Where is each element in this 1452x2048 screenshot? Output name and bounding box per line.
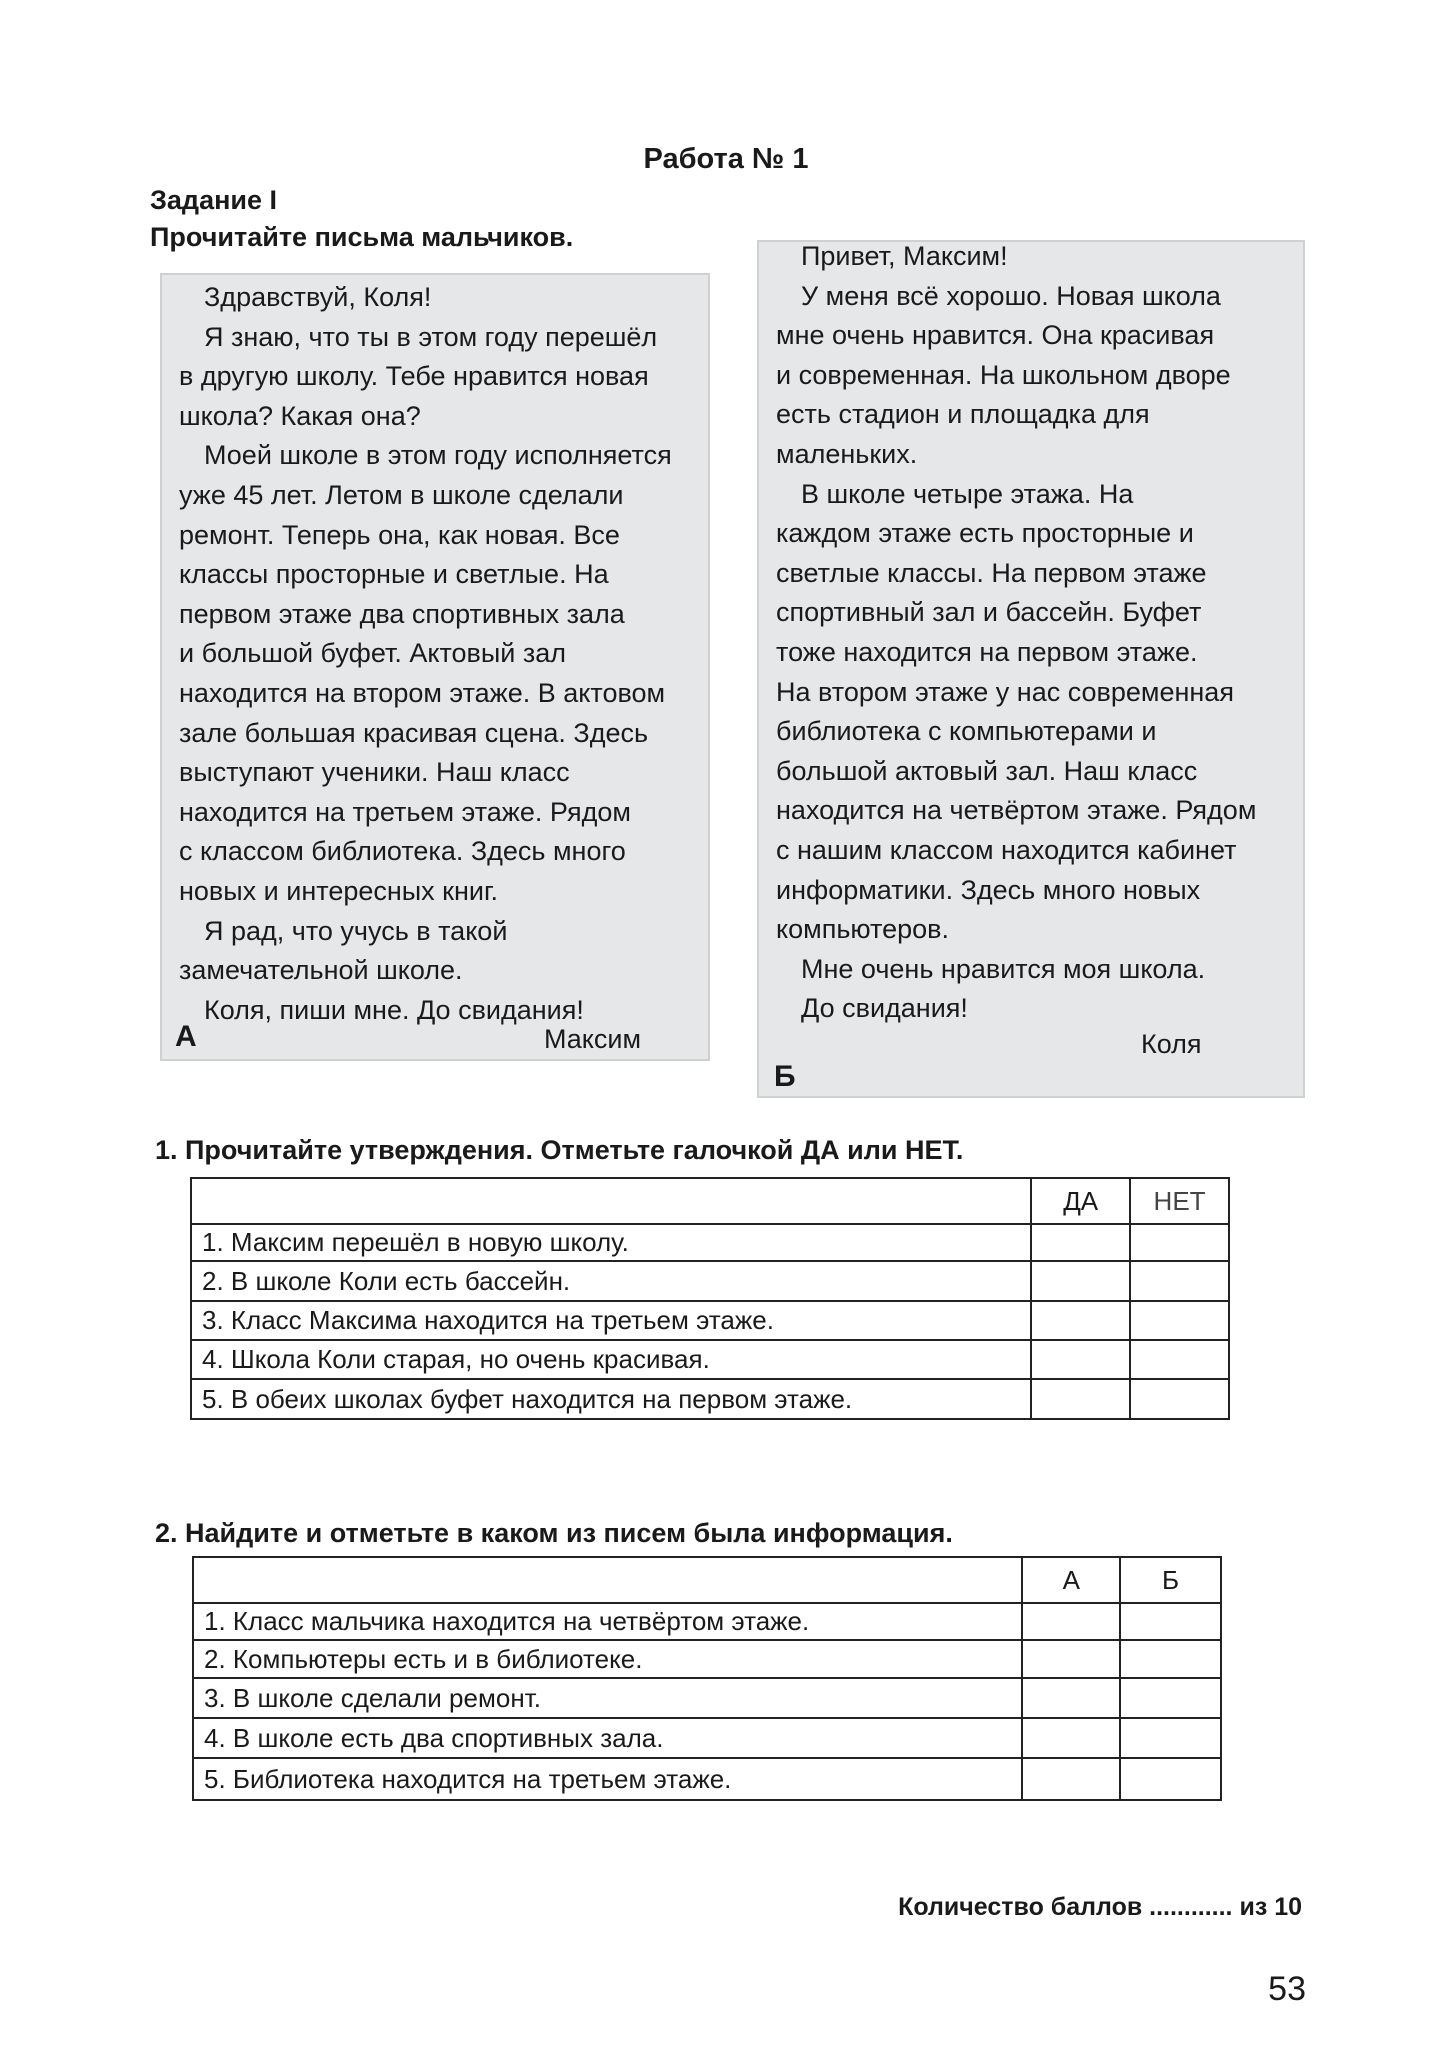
statement-text: 2. Компьютеры есть и в библиотеке. [193,1640,1022,1678]
table-row [191,1379,1229,1419]
letter-line: и большой буфет. Актовый зал [179,638,567,669]
table-header-blank [193,1557,1022,1603]
statement-text: 4. Школа Коли старая, но очень красивая. [191,1340,1031,1379]
answer-cell-a[interactable] [1022,1678,1120,1718]
score-label: Количество баллов ............ из 10 [898,1893,1302,1921]
task-label: Задание I [150,185,278,215]
letter-line: В школе четыре этажа. На [801,478,1134,509]
table-header-blank [191,1178,1031,1224]
letter-line: Я знаю, что ты в этом году перешёл [204,321,658,352]
answer-cell-yes[interactable] [1031,1224,1130,1261]
letter-line: с нашим классом находится кабинет [776,835,1237,865]
letter-line: Здравствуй, Коля! [204,282,432,312]
answer-cell-a[interactable] [1022,1758,1120,1800]
statement-text: 4. В школе есть два спортивных зала. [193,1718,1022,1758]
letter-line: классы просторные и светлые. На [179,559,609,590]
question-2-heading: 2. Найдите и отметьте в каком из писем была информация. [155,1518,953,1548]
letter-line: школа? Какая она? [179,400,421,431]
answer-cell-no[interactable] [1130,1379,1229,1419]
letter-a-box [160,273,710,1061]
letter-line: новых и интересных книг. [179,876,499,906]
answer-cell-yes[interactable] [1031,1379,1130,1419]
answer-cell-b[interactable] [1120,1603,1221,1640]
letter-line: замечательной школе. [179,955,463,986]
table-row [191,1261,1229,1301]
answer-cell-no[interactable] [1130,1301,1229,1340]
letter-line: Мне очень нравится моя школа. [801,953,1206,984]
answer-cell-a[interactable] [1022,1718,1120,1758]
letter-line: мне очень нравится. Она красивая [776,320,1215,351]
table-row [193,1758,1221,1800]
letter-line: библиотека с компьютерами и [776,716,1157,747]
letter-a-marker: А [175,1020,197,1053]
letter-line: На втором этаже у нас современная [776,676,1234,707]
letter-line: Коля, пиши мне. До свидания! [204,994,584,1025]
letter-line: в другую школу. Тебе нравится новая [179,361,649,392]
letter-line: компьютеров. [776,914,949,945]
letter-line: есть стадион и площадка для [776,399,1150,430]
letter-line: находится на четвёртом этаже. Рядом [776,795,1257,826]
table-header-yes: ДА [1031,1178,1130,1224]
answer-cell-no[interactable] [1130,1261,1229,1301]
answer-cell-yes[interactable] [1031,1261,1130,1301]
letter-line: зале большая красивая сцена. Здесь [179,717,649,748]
letter-line: информатики. Здесь много новых [776,874,1201,905]
answer-cell-a[interactable] [1022,1640,1120,1678]
table-row [193,1678,1221,1718]
table-row [191,1224,1229,1261]
statement-text: 5. В обеих школах буфет находится на первом этаже. [191,1379,1031,1419]
statement-text: 3. Класс Максима находится на третьем этаже. [191,1301,1031,1340]
letter-line: До свидания! [801,993,968,1024]
letter-b-signature: Коля [1141,1029,1202,1059]
letter-b-box [757,240,1305,1098]
answer-cell-a[interactable] [1022,1603,1120,1640]
answer-cell-b[interactable] [1120,1640,1221,1678]
statement-text: 5. Библиотека находится на третьем этаже. [193,1758,1022,1800]
page-title: Работа № 1 [643,143,809,175]
task-instruction: Прочитайте письма мальчиков. [150,222,574,252]
letter-b-marker: Б [774,1060,796,1093]
answer-cell-yes[interactable] [1031,1340,1130,1379]
letter-line: Моей школе в этом году исполняется [204,440,672,471]
letter-line: спортивный зал и бассейн. Буфет [776,597,1202,628]
page-number: 53 [1268,1970,1306,2008]
answer-cell-b[interactable] [1120,1758,1221,1800]
yes-no-table [190,1177,1230,1420]
answer-cell-b[interactable] [1120,1718,1221,1758]
table-header-b: Б [1120,1557,1221,1603]
table-header-a: А [1022,1557,1120,1603]
statement-text: 1. Класс мальчика находится на четвёртом этаже. [193,1603,1022,1640]
letter-source-table [192,1556,1222,1801]
letter-line: Привет, Максим! [801,241,1008,271]
table-row [191,1340,1229,1379]
letter-line: и современная. На школьном дворе [776,359,1231,390]
letter-line: маленьких. [776,439,918,469]
letter-line: большой актовый зал. Наш класс [776,755,1198,786]
answer-cell-no[interactable] [1130,1340,1229,1379]
letter-line: светлые классы. На первом этаже [776,557,1207,588]
table-row [193,1718,1221,1758]
answer-cell-no[interactable] [1130,1224,1229,1261]
table-header-no: НЕТ [1130,1178,1229,1224]
table-row [193,1640,1221,1678]
question-1-heading: 1. Прочитайте утверждения. Отметьте галочкой ДА или НЕТ. [155,1135,964,1165]
letter-line: уже 45 лет. Летом в школе сделали [179,480,624,510]
letter-a-signature: Максим [544,1024,642,1054]
answer-cell-yes[interactable] [1031,1301,1130,1340]
letter-line: находится на втором этаже. В актовом [179,678,666,708]
answer-cell-b[interactable] [1120,1678,1221,1718]
letter-line: ремонт. Теперь она, как новая. Все [179,519,620,550]
letter-line: находится на третьем этаже. Рядом [179,796,631,827]
letter-line: выступают ученики. Наш класс [179,757,570,788]
table-row [191,1301,1229,1340]
statement-text: 1. Максим перешёл в новую школу. [191,1224,1031,1261]
letter-line: каждом этаже есть просторные и [776,518,1194,549]
statement-text: 2. В школе Коли есть бассейн. [191,1261,1031,1301]
letter-line: первом этаже два спортивных зала [179,598,625,629]
letter-line: У меня всё хорошо. Новая школа [801,280,1221,311]
letter-line: с классом библиотека. Здесь много [179,836,626,867]
letter-line: Я рад, что учусь в такой [204,915,508,946]
statement-text: 3. В школе сделали ремонт. [193,1678,1022,1718]
letter-line: тоже находится на первом этаже. [776,637,1198,667]
table-row [193,1603,1221,1640]
